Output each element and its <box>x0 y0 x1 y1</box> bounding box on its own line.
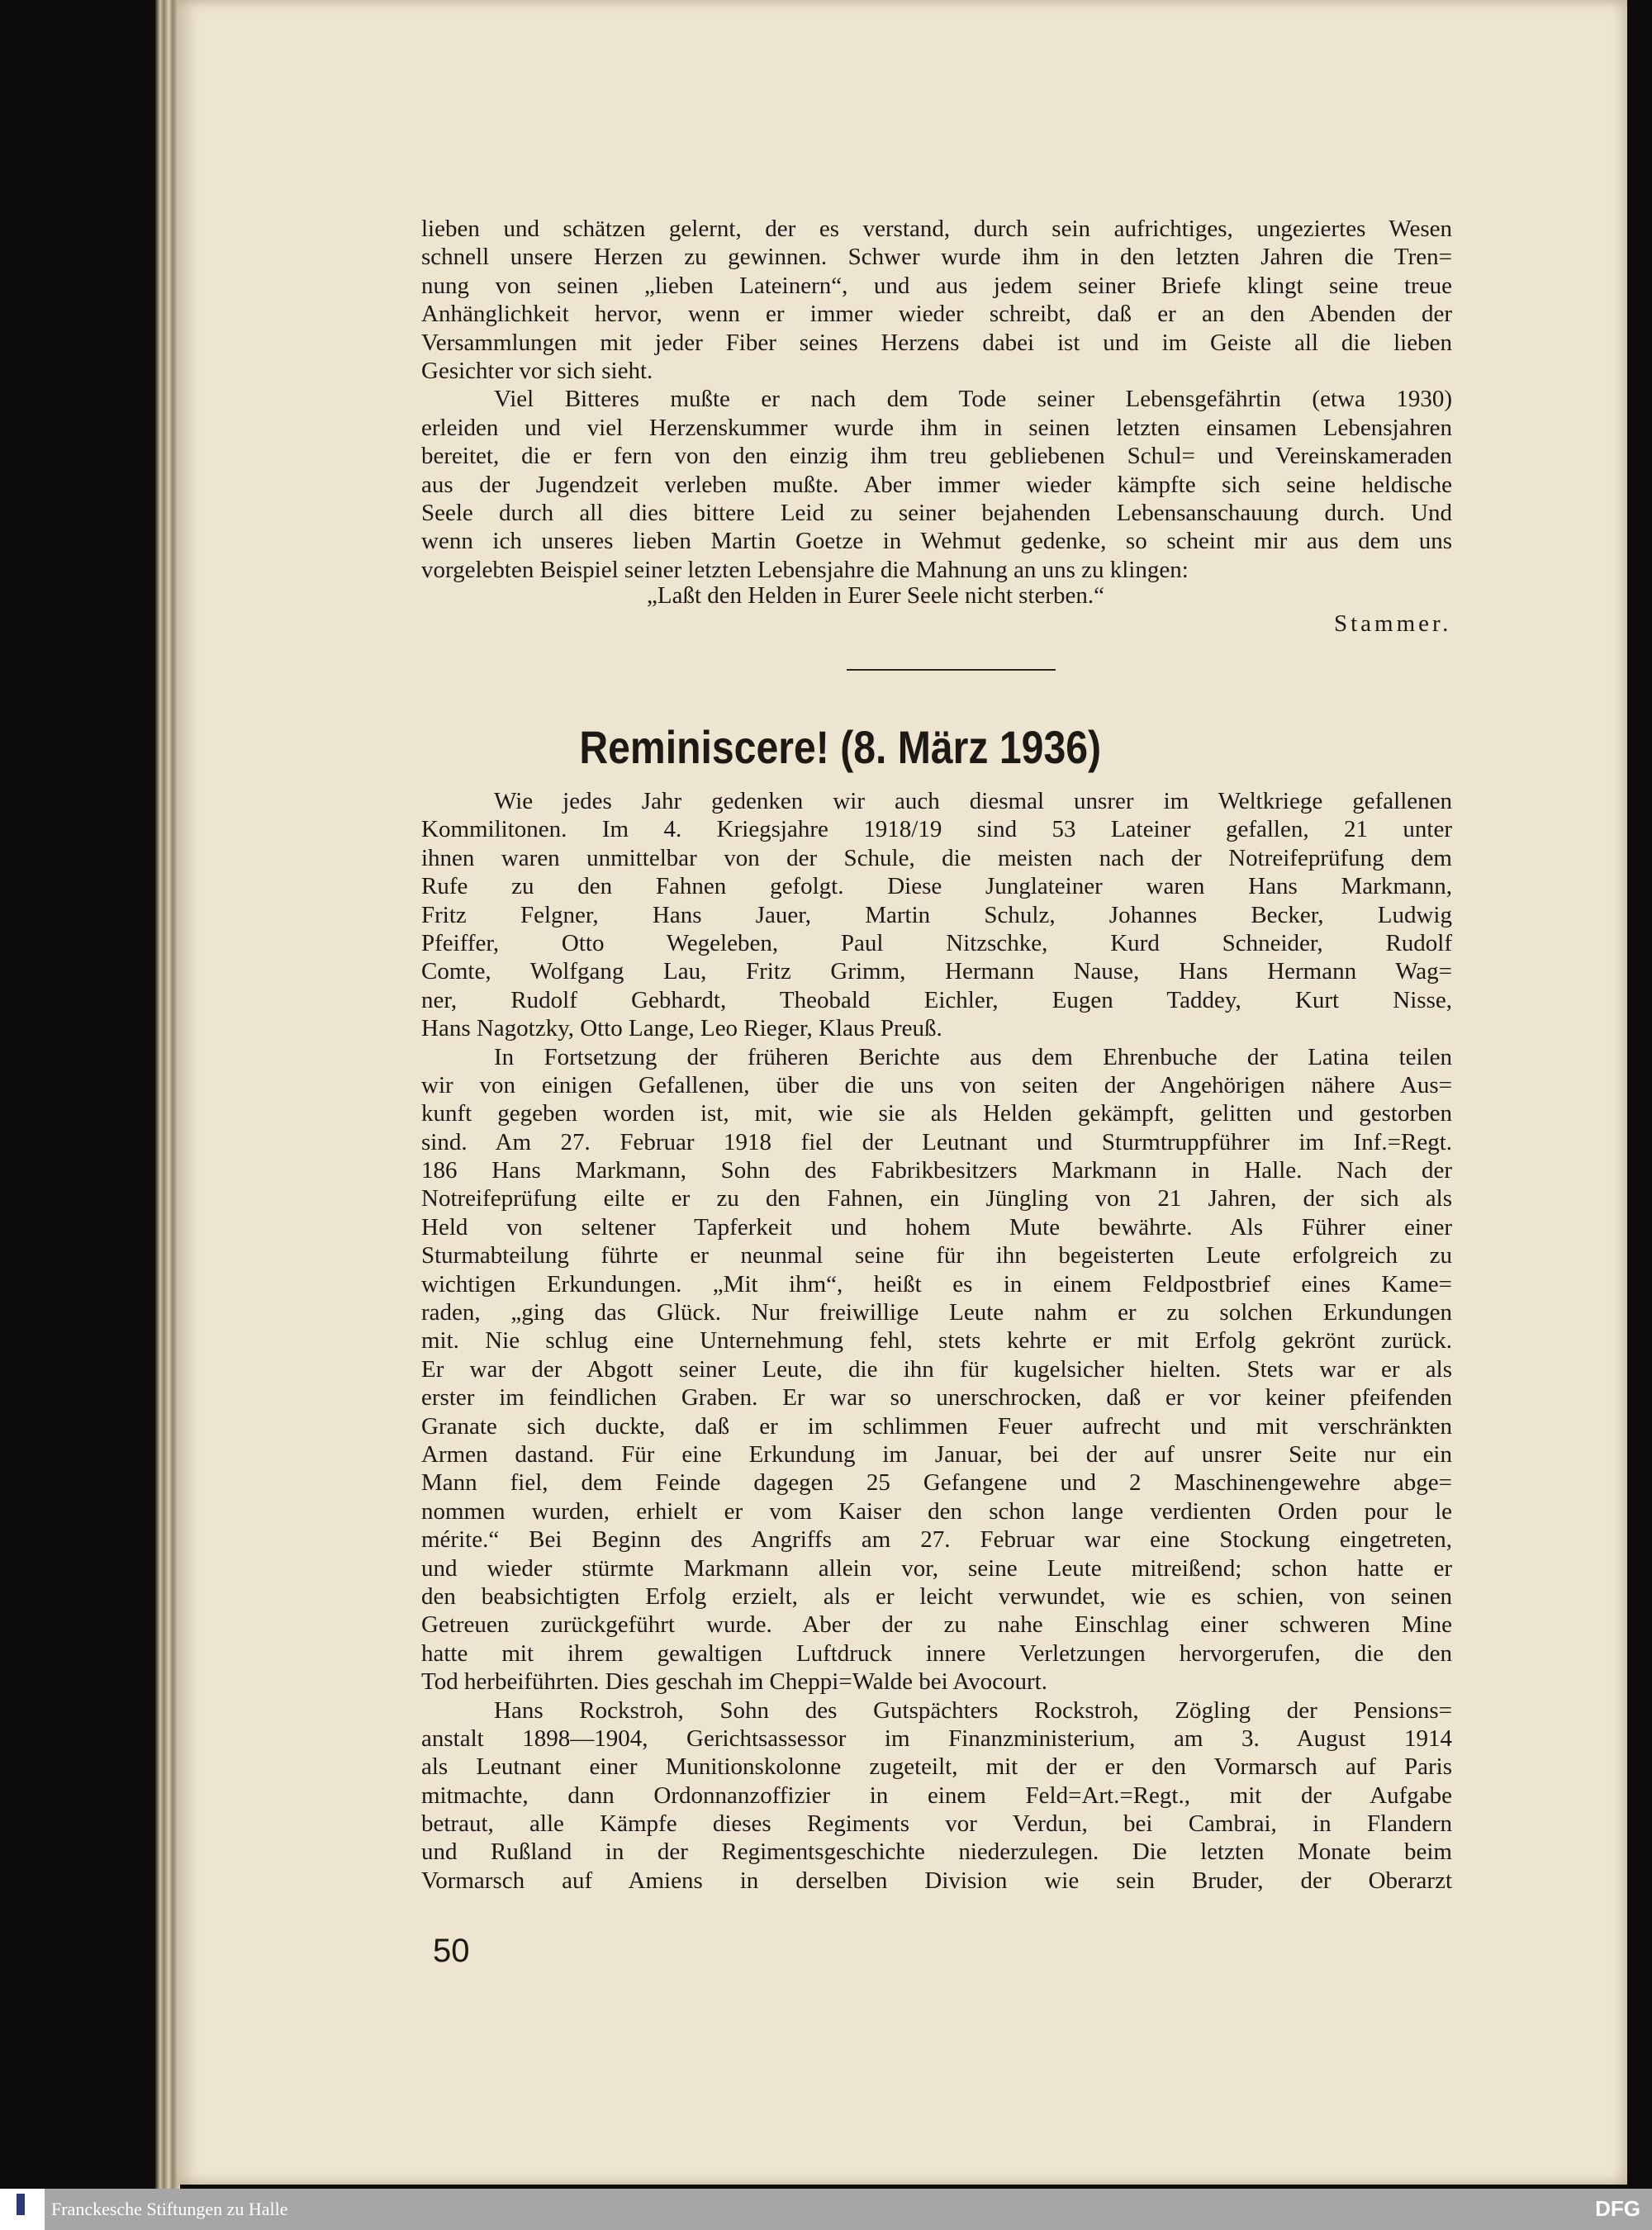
text-line: Granate sich duckte, daß er im schlimmen Feuer aufrecht und mit verschränkten <box>421 1412 1452 1440</box>
text-line: mit. Nie schlug eine Unternehmung fehl, stets kehrte er mit Erfolg gekrönt zurück. <box>421 1327 1452 1355</box>
text-line: den beabsichtigten Erfolg erzielt, als er leicht verwundet, wie es schien, von seinen <box>421 1582 1452 1610</box>
text-line: und wieder stürmte Markmann allein vor, seine Leute mitreißend; schon hatte er <box>421 1554 1452 1582</box>
text-line: wir von einigen Gefallenen, über die uns von seiten der Angehörigen nähere Aus= <box>421 1071 1452 1098</box>
text-line: Pfeiffer, Otto Wegeleben, Paul Nitzschke, Kurd Schneider, Rudolf <box>421 929 1452 956</box>
text-line: Anhänglichkeit hervor, wenn er immer wieder schreibt, daß er an den Abenden der <box>421 301 1452 328</box>
text-line: Kommilitonen. Im 4. Kriegsjahre 1918/19 sind 53 Lateiner gefallen, 21 unter <box>421 816 1452 843</box>
text-line: 186 Hans Markmann, Sohn des Fabrikbesitzers Markmann in Halle. Nach der <box>421 1157 1452 1184</box>
text-line: Fritz Felgner, Hans Jauer, Martin Schulz, Johannes Becker, Ludwig <box>421 901 1452 928</box>
text-line: wenn ich unseres lieben Martin Goetze in Wehmut gedenke, so scheint mir aus dem uns <box>421 528 1452 555</box>
text-line: lieben und schätzen gelernt, der es verstand, durch sein aufrichtiges, ungeziertes Wesen <box>421 216 1452 242</box>
text-line: mérite.“ Bei Beginn des Angriffs am 27. Februar war eine Stockung eingetreten, <box>421 1526 1452 1554</box>
text-line: anstalt 1898—1904, Gerichtsassessor im Finanzministerium, am 3. August 1914 <box>421 1725 1452 1752</box>
text-line: Wie jedes Jahr gedenken wir auch diesmal unsrer im Weltkriege gefallenen <box>494 788 1452 814</box>
author-signature: Stammer. <box>1334 610 1452 637</box>
text-line: Sturmabteilung führte er neunmal seine für ihn begeisterten Leute erfolgreich zu <box>421 1242 1452 1269</box>
text-line: Comte, Wolfgang Lau, Fritz Grimm, Hermann Nause, Hans Hermann Wag= <box>421 958 1452 985</box>
text-line: als Leutnant einer Munitionskolonne zugeteilt, mit der er den Vormarsch auf Paris <box>421 1753 1452 1781</box>
text-line: bereitet, die er fern von den einzig ihm treu gebliebenen Schul= und Vereinskameraden <box>421 443 1452 470</box>
text-line: erleiden und viel Herzenskummer wurde ihm in seinen letzten einsamen Lebensjahren <box>421 414 1452 441</box>
text-line: In Fortsetzung der früheren Berichte aus dem Ehrenbuche der Latina teilen <box>494 1043 1452 1070</box>
text-line: Notreifeprüfung eilte er zu den Fahnen, ein Jüngling von 21 Jahren, der sich als <box>421 1185 1452 1212</box>
text-line: kunft gegeben worden ist, mit, wie sie als Helden gekämpft, gelitten und gestorben <box>421 1100 1452 1127</box>
text-line: Held von seltener Tapferkeit und hohem Mute bewährte. Als Führer einer <box>421 1213 1452 1241</box>
tower-icon <box>17 2194 25 2215</box>
closing-quote: „Laßt den Helden in Eurer Seele nicht sterben.“ <box>647 582 1104 609</box>
text-line: hatte mit ihrem gewaltigen Luftdruck innere Verletzungen hervorgerufen, die den <box>421 1639 1452 1667</box>
article-body <box>421 787 1452 1895</box>
text-line: Getreuen zurückgeführt wurde. Aber der zu nahe Einschlag einer schweren Mine <box>421 1611 1452 1639</box>
dfg-logo: DFG <box>1595 2196 1640 2221</box>
previous-article-text <box>421 215 1452 584</box>
text-line: Tod herbeiführten. Dies geschah im Cheppi=Walde bei Avocourt. <box>421 1668 1047 1696</box>
text-line: raden, „ging das Glück. Nur freiwillige Leute nahm er zu solchen Erkundungen <box>421 1299 1452 1326</box>
text-line: Versammlungen mit jeder Fiber seines Herzens dabei ist und im Geiste all die lieben <box>421 329 1452 356</box>
text-line: und Rußland in der Regimentsgeschichte niederzulegen. Die letzten Monate beim <box>421 1839 1452 1866</box>
viewer-footer <box>0 2189 1652 2230</box>
text-line: Er war der Abgott seiner Leute, die ihn für kugelsicher hielten. Stets war er als <box>421 1355 1452 1383</box>
text-line: Viel Bitteres mußte er nach dem Tode seiner Lebensgefährtin (etwa 1930) <box>494 386 1452 413</box>
text-line: ihnen waren unmittelbar von der Schule, die meisten nach der Notreifeprüfung dem <box>421 844 1452 871</box>
text-line: vorgelebten Beispiel seiner letzten Lebensjahre die Mahnung an uns zu klingen: <box>421 556 1189 583</box>
text-line: Mann fiel, dem Feinde dagegen 25 Gefangene und 2 Maschinengewehre abge= <box>421 1469 1452 1497</box>
text-line: betraut, alle Kämpfe dieses Regiments vor Verdun, bei Cambrai, in Flandern <box>421 1810 1452 1838</box>
text-line: Hans Rockstroh, Sohn des Gutspächters Rockstroh, Zögling der Pensions= <box>494 1696 1452 1724</box>
text-line: ner, Rudolf Gebhardt, Theobald Eichler, Eugen Taddey, Kurt Nisse, <box>421 986 1452 1013</box>
text-line: nommen wurden, erhielt er vom Kaiser den schon lange verdienten Orden pour le <box>421 1497 1452 1525</box>
article-title: Reminiscere! (8. März 1936) <box>579 721 1102 773</box>
text-line: Hans Nagotzky, Otto Lange, Leo Rieger, Klaus Preuß. <box>421 1015 942 1042</box>
text-line: sind. Am 27. Februar 1918 fiel der Leutnant und Sturmtruppführer im Inf.=Regt. <box>421 1128 1452 1155</box>
page-number: 50 <box>433 1933 470 1969</box>
institution-name: Franckesche Stiftungen zu Halle <box>51 2199 288 2219</box>
text-line: erster im feindlichen Graben. Er war so unerschrocken, daß er vor keiner pfeifenden <box>421 1384 1452 1412</box>
text-line: nung von seinen „lieben Lateinern“, und aus jedem seiner Briefe klingt seine treue <box>421 272 1452 299</box>
section-divider <box>847 669 1056 671</box>
text-line: Rufe zu den Fahnen gefolgt. Diese Junglateiner waren Hans Markmann, <box>421 873 1452 900</box>
text-line: wichtigen Erkundungen. „Mit ihm“, heißt es in einem Feldpostbrief eines Kame= <box>421 1270 1452 1298</box>
text-line: Gesichter vor sich sieht. <box>421 357 653 384</box>
text-line: Vormarsch auf Amiens in derselben Division wie sein Bruder, der Oberarzt <box>421 1867 1452 1894</box>
text-line: Armen dastand. Für eine Erkundung im Januar, bei der auf unsrer Seite nur ein <box>421 1440 1452 1468</box>
text-line: mitmachte, dann Ordonnanzoffizier in einem Feld=Art.=Regt., mit der Aufgabe <box>421 1782 1452 1809</box>
text-line: aus der Jugendzeit verleben mußte. Aber immer wieder kämpfte sich seine heldische <box>421 471 1452 498</box>
institution-logo <box>0 2189 45 2230</box>
text-line: Seele durch all dies bittere Leid zu seiner bejahenden Lebensanschauung durch. Und <box>421 499 1452 526</box>
text-line: schnell unsere Herzen zu gewinnen. Schwer wurde ihm in den letzten Jahren die Tren= <box>421 244 1452 271</box>
